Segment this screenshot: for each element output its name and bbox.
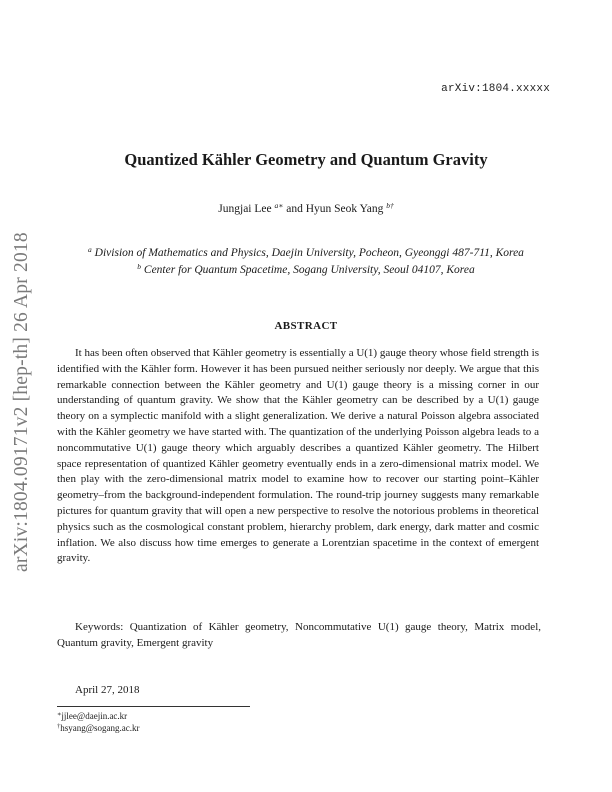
affiliation-b <box>0 262 612 276</box>
arxiv-side-stamp: arXiv:1804.09171v2 [hep-th] 26 Apr 2018 <box>11 232 32 572</box>
affiliation-b-text: Center for Quantum Spacetime, Sogang University, Seoul 04107, Korea <box>143 264 475 276</box>
abstract-body: It has been often observed that Kähler geometry is essentially a U(1) gauge theory whose field strength is identified with the Kähler form. However it has been pursued neither seriously nor deeply. We argue that this remarkable connection between the Kähler geometry and U(1) gauge theory is a missing corner in our understanding of quantum gravity. We show that the Kähler geometry can be described by a U(1) gauge theory on a symplectic manifold with a slight generalization. We derive a natural Poisson algebra associated with the Kähler geometry we have started with. The quantization of the underlying Poisson algebra leads to a noncommutative U(1) gauge theory which arguably describes a quantized Kähler geometry. The Hilbert space representation of quantized Kähler geometry eventually ends in a zero-dimensional matrix model. We then play with the zero-dimensional matrix model to examine how to recover our starting point–Kähler geometry–from the background-independent formulation. The round-trip journey suggests many remarkable pictures for quantum gravity that will open a new perspective to resolve the notorious problems in theoretical physics such as the cosmological constant problem, hierarchy problem, dark energy, dark matter and cosmic inflation. We also discuss how time emerges to generate a Lorentzian spacetime in the context of emergent gravity. <box>57 347 539 565</box>
footnote-2-mark: † <box>57 723 61 730</box>
author-2-name: Hyun Seok Yang <box>305 203 384 215</box>
paper-date: April 27, 2018 <box>75 684 140 696</box>
footnote-email-2 <box>57 723 140 733</box>
footnote-email-1 <box>57 710 127 721</box>
affiliation-a-mark: a <box>88 245 92 254</box>
author-2-mark: b† <box>386 201 394 210</box>
affiliation-a-text: Division of Mathematics and Physics, Daejin University, Pocheon, Gyeonggi 487-711, Korea <box>94 247 524 259</box>
author-1-name: Jungjai Lee <box>218 203 272 215</box>
author-line <box>0 201 612 215</box>
arxiv-header-id: arXiv:1804.xxxxx <box>441 83 550 95</box>
footnote-1-text[interactable]: jjlee@daejin.ac.kr <box>61 711 128 721</box>
footnote-2-text[interactable]: hsyang@sogang.ac.kr <box>60 723 140 733</box>
keywords: Keywords: Quantization of Kähler geometry, Noncommutative U(1) gauge theory, Matrix model, Quantum gravity, Emergent gravity <box>57 621 541 649</box>
paper-title: Quantized Kähler Geometry and Quantum Gravity <box>124 150 488 169</box>
author-1-mark: a∗ <box>274 201 284 210</box>
author-conjunction: and <box>283 203 306 215</box>
abstract-heading: ABSTRACT <box>274 320 338 332</box>
affiliation-b-mark: b <box>137 262 142 271</box>
affiliation-a <box>0 245 612 259</box>
footnote-1-mark: ∗ <box>57 711 62 718</box>
footnote-divider <box>57 706 250 707</box>
